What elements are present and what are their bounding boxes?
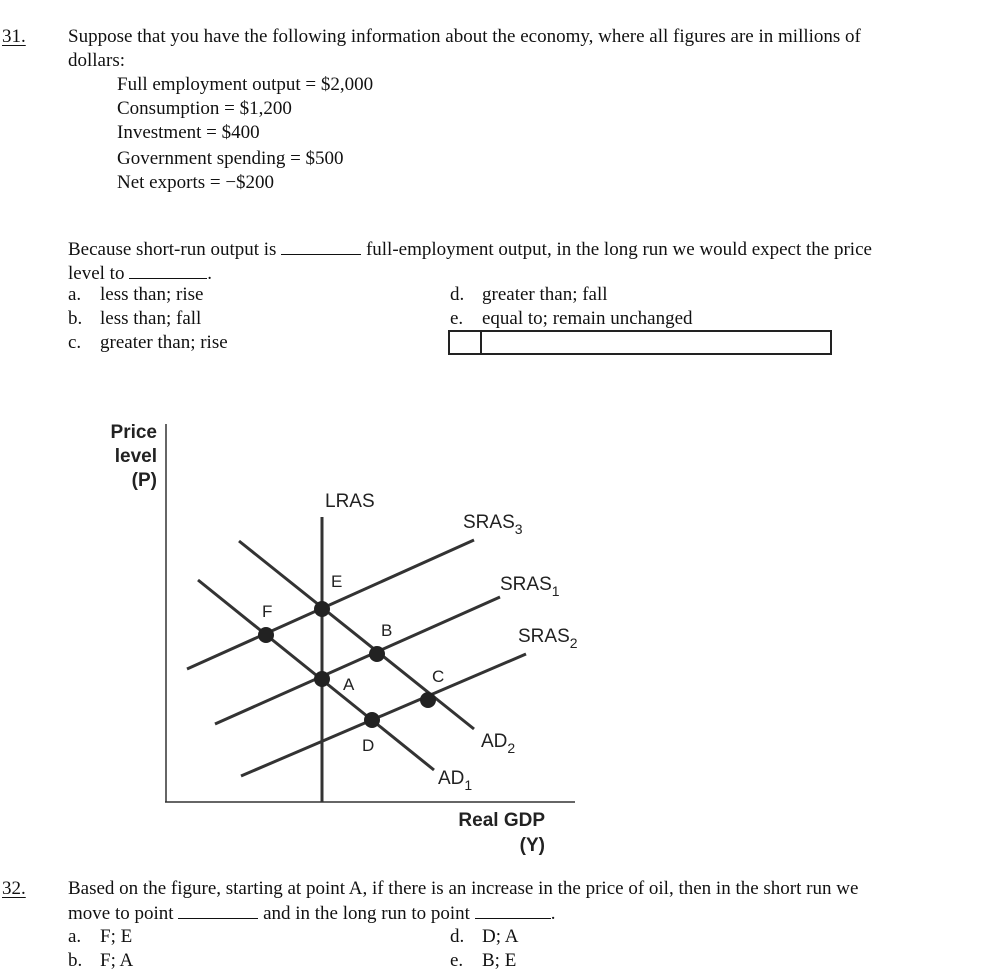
- point-a: [314, 671, 330, 687]
- choice-d[interactable]: d. greater than; fall: [450, 284, 608, 305]
- point-e: [314, 601, 330, 617]
- question-text: level to .: [68, 263, 212, 284]
- choice-a[interactable]: a. less than; rise: [68, 284, 204, 305]
- point-e-label: E: [331, 572, 343, 591]
- point-b: [369, 646, 385, 662]
- sras1-curve: [215, 597, 500, 724]
- point-d-label: D: [362, 736, 375, 755]
- lras-label: LRAS: [325, 491, 375, 512]
- y-axis-label: Price: [110, 422, 157, 443]
- point-c: [420, 692, 436, 708]
- point-a-label: A: [343, 675, 355, 694]
- answer-blank[interactable]: [281, 237, 361, 255]
- answer-blank[interactable]: [129, 261, 207, 279]
- answer-blank[interactable]: [178, 901, 258, 919]
- ad2-label: $AD_2$: [481, 731, 516, 756]
- question-text: move to point and in the long run to point .: [68, 903, 556, 924]
- point-c-label: C: [432, 667, 445, 686]
- sras2-label: $SRAS_2$: [518, 626, 578, 651]
- data-line: Net exports = −$200: [117, 172, 275, 193]
- ad1-label: $AD_1$: [438, 768, 473, 793]
- choice-a[interactable]: a. F; E: [68, 926, 133, 947]
- question-stem-line: dollars:: [68, 50, 125, 71]
- question-number: 31.: [2, 26, 26, 47]
- question-stem-line: Suppose that you have the following information about the economy, where all figures are in millions of: [68, 26, 861, 47]
- data-line: Full employment output = $2,000: [117, 74, 374, 95]
- data-line: Investment = $400: [117, 122, 260, 143]
- point-b-label: B: [381, 621, 393, 640]
- data-line: Government spending = $500: [117, 148, 344, 169]
- point-f: [258, 627, 274, 643]
- y-axis-label: level: [114, 446, 157, 467]
- ad2-curve: [239, 541, 474, 729]
- choice-b[interactable]: b. F; A: [68, 950, 134, 971]
- sras3-label: $SRAS_3$: [463, 512, 523, 537]
- point-d: [364, 712, 380, 728]
- y-axis-label: (P): [131, 470, 157, 491]
- choice-e[interactable]: e. B; E: [450, 950, 517, 971]
- choice-b[interactable]: b. less than; fall: [68, 308, 202, 329]
- answer-box[interactable]: [448, 330, 832, 355]
- question-text: Because short-run output is full-employment output, in the long run we would expect the price: [68, 239, 872, 260]
- answer-box-divider: [480, 332, 482, 353]
- question-number: 32.: [2, 878, 26, 899]
- answer-blank[interactable]: [475, 901, 551, 919]
- question-stem-line: Based on the figure, starting at point A, if there is an increase in the price of oil, then in the short run we: [68, 878, 859, 899]
- x-axis-label: (Y): [519, 835, 545, 856]
- choice-d[interactable]: d. D; A: [450, 926, 519, 947]
- point-f-label: F: [262, 602, 273, 621]
- sras2-curve: [241, 654, 526, 776]
- x-axis-label: Real GDP: [458, 810, 545, 831]
- choice-e[interactable]: e. equal to; remain unchanged: [450, 308, 693, 329]
- sras1-label: $SRAS_1$: [500, 574, 560, 599]
- data-line: Consumption = $1,200: [117, 98, 292, 119]
- choice-c[interactable]: c. greater than; rise: [68, 332, 228, 353]
